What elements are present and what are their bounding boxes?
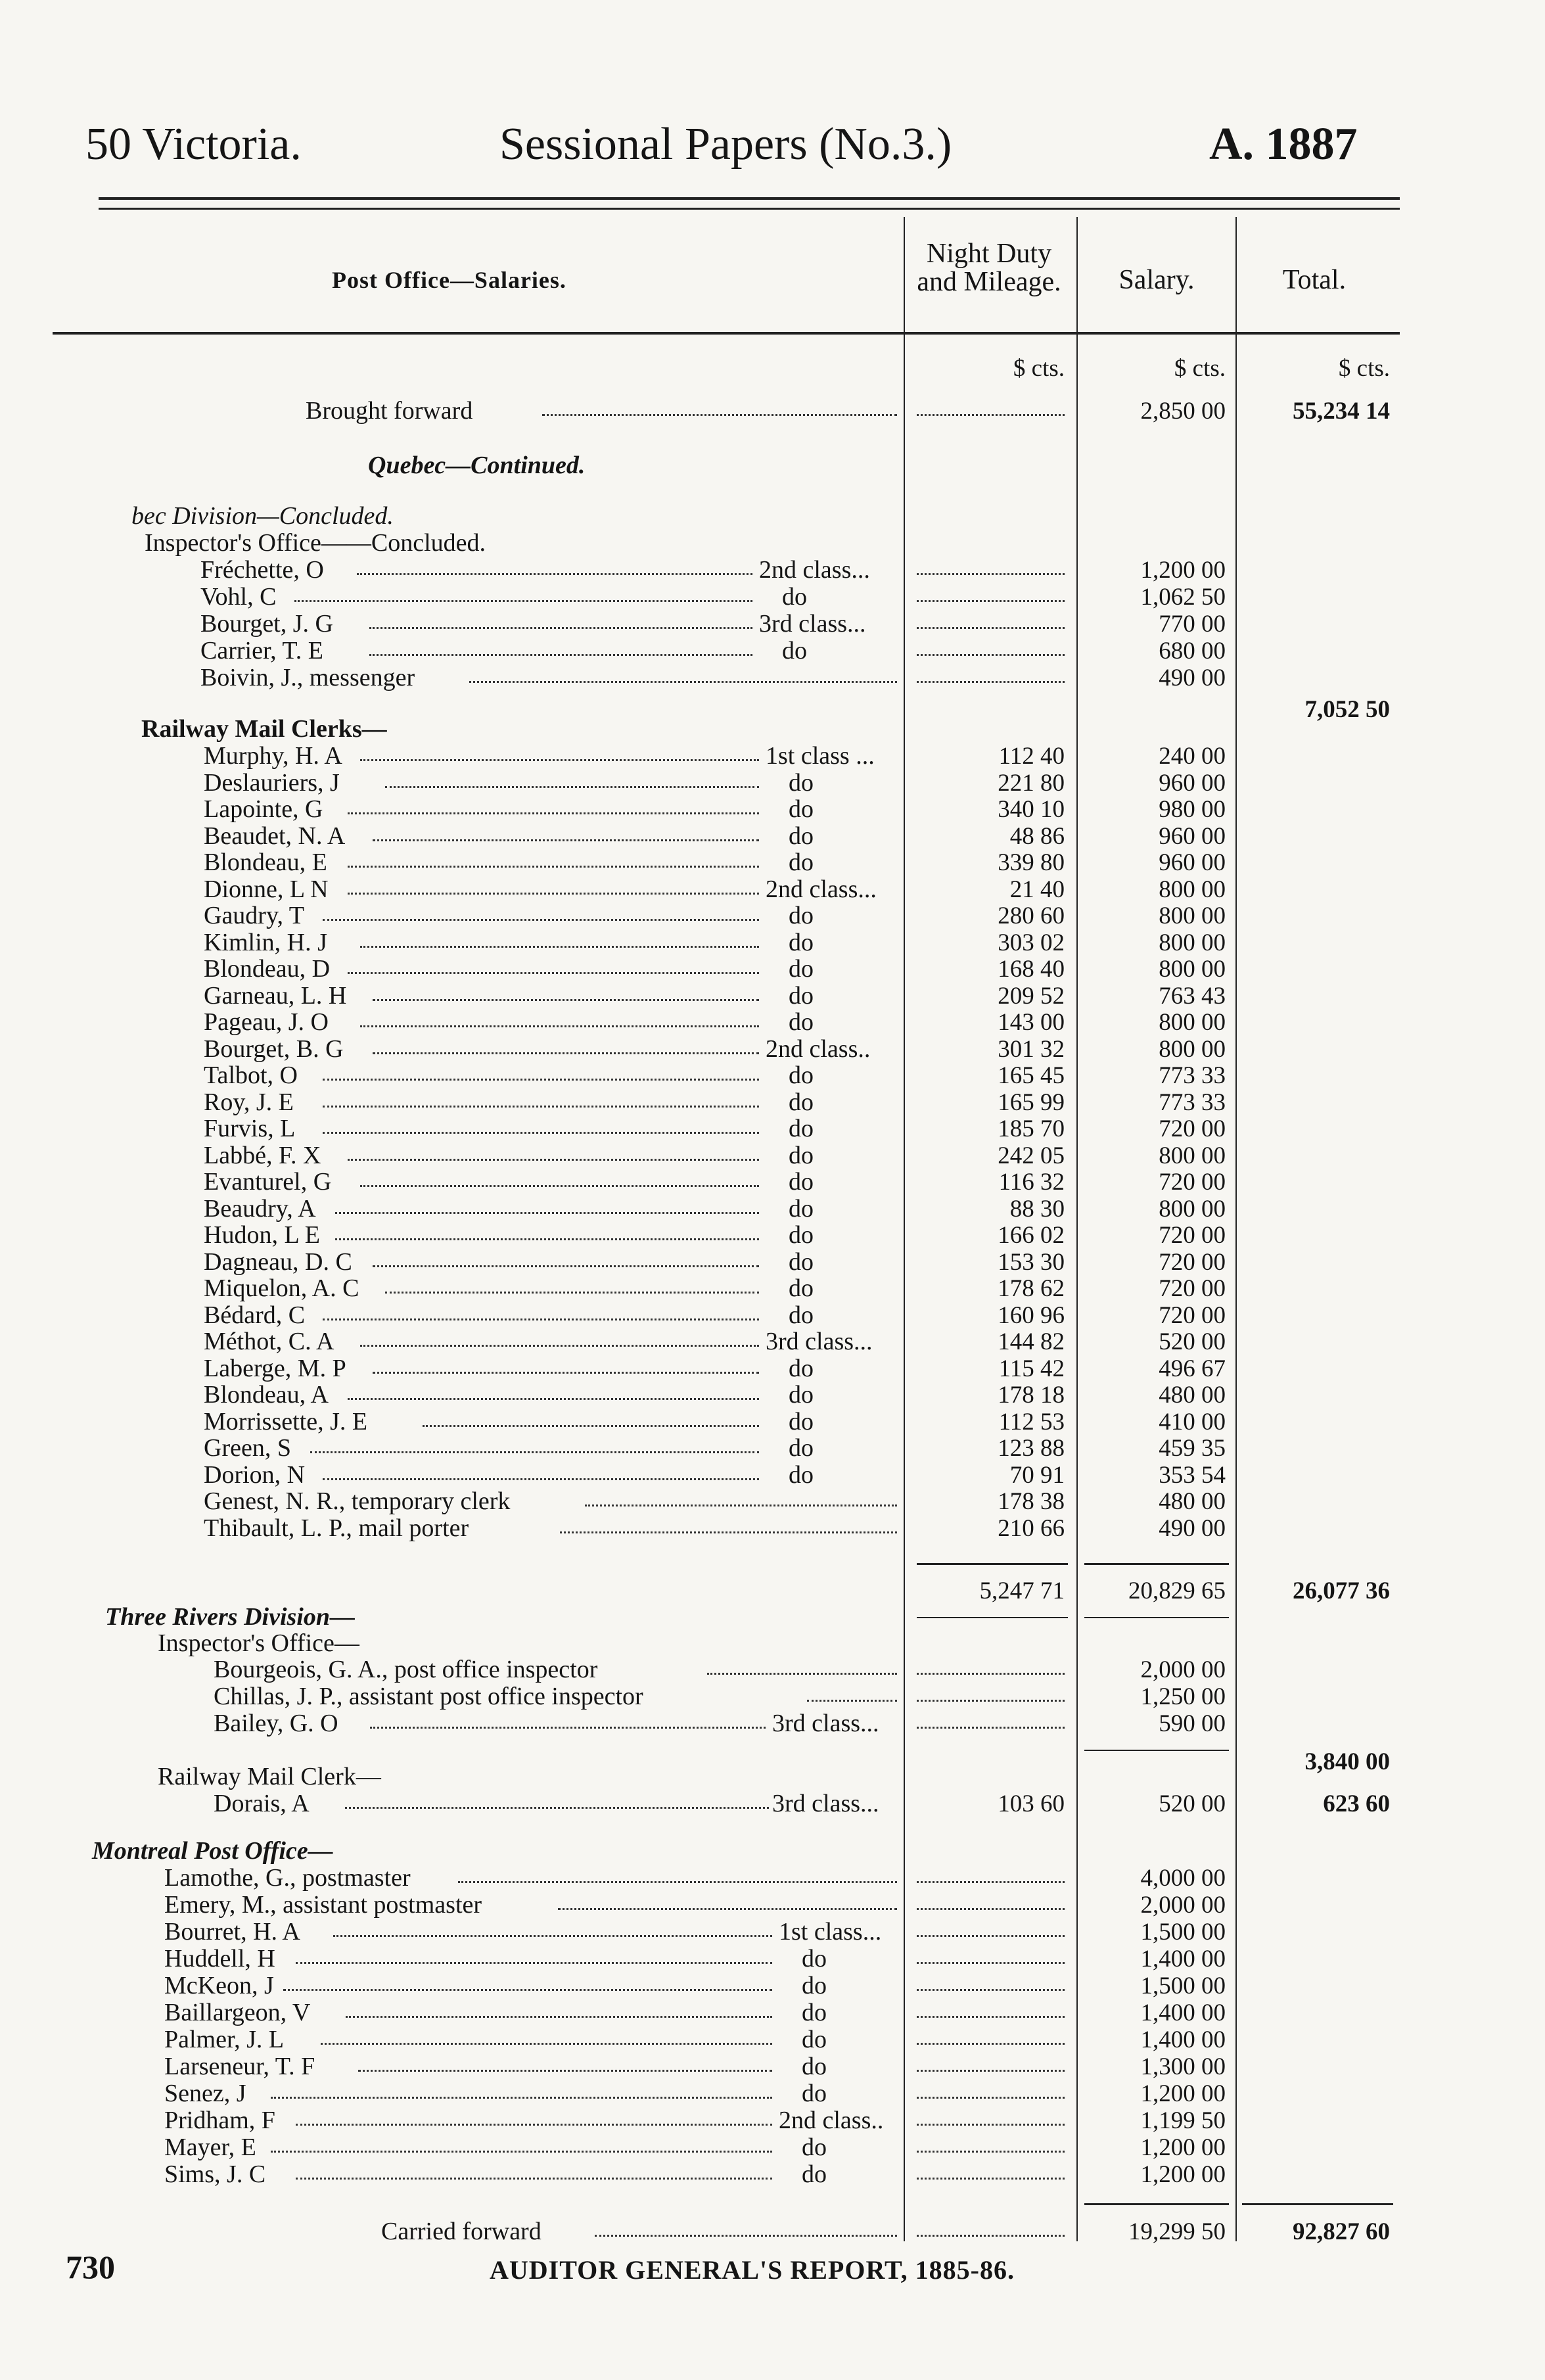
row-name: Bourret, H. A bbox=[164, 1918, 300, 1946]
row-name: Green, S bbox=[204, 1434, 291, 1462]
row-night-duty: 143 00 bbox=[998, 1009, 1065, 1036]
row-salary: 4,000 00 bbox=[1140, 1865, 1226, 1892]
row-name: McKeon, J bbox=[164, 1972, 274, 1999]
row-night-duty: 178 18 bbox=[998, 1382, 1065, 1409]
dorais-class: 3rd class... bbox=[772, 1790, 879, 1817]
row-salary: 720 00 bbox=[1159, 1301, 1226, 1329]
subtotal-rule-salary bbox=[1084, 1563, 1229, 1565]
leader bbox=[283, 1989, 772, 1991]
row-salary: 720 00 bbox=[1159, 1222, 1226, 1249]
row-class: do bbox=[789, 1460, 814, 1489]
railway-clerks-heading: Railway Mail Clerks— bbox=[141, 715, 387, 743]
row-name: Miquelon, A. C bbox=[204, 1274, 359, 1302]
leader bbox=[323, 1132, 759, 1134]
subtotal-rule-night bbox=[917, 1563, 1068, 1565]
row-name: Carrier, T. E bbox=[200, 637, 323, 665]
dorais-name: Dorais, A bbox=[214, 1790, 310, 1817]
row-salary: 1,200 00 bbox=[1140, 2134, 1226, 2161]
row-salary: 800 00 bbox=[1159, 929, 1226, 956]
row-name: Hudon, L E bbox=[204, 1221, 320, 1249]
row-class: 3rd class... bbox=[772, 1710, 879, 1737]
row-class: do bbox=[802, 2080, 827, 2107]
leader bbox=[358, 2070, 772, 2072]
leader bbox=[348, 972, 759, 974]
row-class: 3rd class... bbox=[759, 610, 866, 638]
row-night-duty: 165 45 bbox=[998, 1062, 1065, 1089]
quebec-division-total: 7,052 50 bbox=[1304, 696, 1390, 723]
leader bbox=[917, 1727, 1065, 1729]
row-class: 2nd class.. bbox=[779, 2107, 884, 2134]
row-name: Bédard, C bbox=[204, 1301, 306, 1329]
row-class: do bbox=[802, 1945, 827, 1972]
row-salary: 773 33 bbox=[1159, 1088, 1226, 1116]
row-salary: 1,200 00 bbox=[1140, 2080, 1226, 2107]
row-class: do bbox=[802, 2026, 827, 2053]
leader bbox=[917, 627, 1065, 629]
leader bbox=[385, 786, 759, 788]
leader bbox=[560, 1531, 897, 1533]
leader bbox=[373, 839, 759, 841]
leader bbox=[271, 2151, 772, 2153]
railway-subtotal-night: 5,247 71 bbox=[979, 1577, 1065, 1604]
row-class: do bbox=[789, 1248, 814, 1276]
row-name: Baillargeon, V bbox=[164, 1999, 311, 2026]
leader bbox=[348, 893, 759, 895]
leader bbox=[385, 1292, 759, 1294]
carried-rule-total bbox=[1242, 2203, 1393, 2205]
row-name: Lamothe, G., postmaster bbox=[164, 1864, 411, 1892]
row-salary: 1,062 50 bbox=[1140, 584, 1226, 611]
dorais-salary: 520 00 bbox=[1159, 1790, 1226, 1817]
row-name: Pageau, J. O bbox=[204, 1008, 329, 1036]
row-salary: 496 67 bbox=[1159, 1355, 1226, 1382]
row-salary: 1,250 00 bbox=[1140, 1683, 1226, 1710]
row-name: Mayer, E bbox=[164, 2134, 256, 2161]
railway-subtotal-salary: 20,829 65 bbox=[1128, 1577, 1226, 1604]
row-salary: 680 00 bbox=[1159, 638, 1226, 665]
table-title: Post Office—Salaries. bbox=[332, 267, 566, 293]
row-night-duty: 185 70 bbox=[998, 1115, 1065, 1142]
row-class: do bbox=[789, 981, 814, 1010]
row-salary: 800 00 bbox=[1159, 902, 1226, 929]
leader bbox=[917, 2178, 1065, 2180]
leader bbox=[373, 1052, 759, 1054]
row-name: Kimlin, H. J bbox=[204, 928, 327, 956]
row-class: do bbox=[789, 902, 814, 929]
row-name: Lapointe, G bbox=[204, 795, 323, 823]
leader bbox=[373, 1372, 759, 1374]
row-name: Emery, M., assistant postmaster bbox=[164, 1891, 482, 1919]
row-class: do bbox=[789, 1221, 814, 1249]
row-name: Larseneur, T. F bbox=[164, 2053, 315, 2080]
row-name: Talbot, O bbox=[204, 1062, 298, 1089]
leader bbox=[294, 600, 752, 602]
row-name: Fréchette, O bbox=[200, 556, 324, 584]
leader bbox=[370, 1727, 766, 1729]
row-night-duty: 339 80 bbox=[998, 849, 1065, 876]
leader bbox=[348, 1398, 759, 1400]
carried-forward-salary: 19,299 50 bbox=[1128, 2218, 1226, 2245]
leader bbox=[271, 2097, 772, 2099]
row-name: Huddell, H bbox=[164, 1945, 275, 1972]
row-name: Murphy, H. A bbox=[204, 742, 342, 770]
leader bbox=[348, 812, 759, 814]
table-head-rule bbox=[53, 332, 1400, 335]
leader bbox=[369, 654, 752, 656]
leader bbox=[373, 999, 759, 1001]
row-salary: 980 00 bbox=[1159, 796, 1226, 823]
leader bbox=[917, 1962, 1065, 1964]
row-salary: 800 00 bbox=[1159, 1195, 1226, 1223]
column-rule-2 bbox=[1076, 217, 1078, 2241]
montreal-heading: Montreal Post Office— bbox=[92, 1837, 333, 1865]
leader bbox=[323, 1079, 759, 1081]
leader bbox=[323, 1106, 759, 1108]
carried-forward-label: Carried forward bbox=[381, 2218, 542, 2245]
after-subtotal-rule-salary bbox=[1084, 1617, 1229, 1618]
row-name: Genest, N. R., temporary clerk bbox=[204, 1487, 511, 1515]
row-name: Bourget, J. G bbox=[200, 610, 333, 638]
row-salary: 770 00 bbox=[1159, 611, 1226, 638]
row-salary: 410 00 bbox=[1159, 1408, 1226, 1435]
row-class: do bbox=[789, 795, 814, 823]
row-class: do bbox=[789, 1194, 814, 1223]
leader bbox=[458, 1881, 897, 1883]
row-night-duty: 280 60 bbox=[998, 902, 1065, 929]
row-class: 2nd class... bbox=[759, 556, 870, 584]
leader bbox=[296, 2178, 772, 2180]
leader bbox=[595, 2235, 897, 2237]
row-name: Palmer, J. L bbox=[164, 2026, 285, 2053]
row-name: Chillas, J. P., assistant post office inspector bbox=[214, 1683, 643, 1710]
row-salary: 763 43 bbox=[1159, 982, 1226, 1010]
leader bbox=[360, 1345, 759, 1347]
row-night-duty: 48 86 bbox=[1009, 822, 1065, 850]
row-name: Bourget, B. G bbox=[204, 1035, 344, 1063]
unit-night: $ cts. bbox=[1013, 355, 1065, 382]
row-salary: 490 00 bbox=[1159, 1514, 1226, 1542]
leader bbox=[323, 1478, 759, 1480]
carried-forward-total: 92,827 60 bbox=[1293, 2218, 1390, 2245]
row-class: do bbox=[789, 1434, 814, 1462]
row-class: do bbox=[802, 1999, 827, 2026]
leader bbox=[369, 627, 752, 629]
row-name: Blondeau, D bbox=[204, 955, 331, 983]
row-night-duty: 209 52 bbox=[998, 982, 1065, 1010]
row-salary: 590 00 bbox=[1159, 1710, 1226, 1737]
row-name: Vohl, C bbox=[200, 583, 277, 611]
leader bbox=[345, 1807, 769, 1809]
row-salary: 720 00 bbox=[1159, 1248, 1226, 1276]
header-rule-top bbox=[99, 197, 1400, 200]
leader bbox=[373, 1265, 759, 1267]
row-night-duty: 242 05 bbox=[998, 1142, 1065, 1169]
row-name: Senez, J bbox=[164, 2080, 246, 2107]
column-salary: Salary. bbox=[1118, 265, 1195, 295]
row-night-duty: 112 40 bbox=[998, 743, 1065, 770]
dorais-night: 103 60 bbox=[998, 1790, 1065, 1817]
row-salary: 490 00 bbox=[1159, 665, 1226, 691]
row-salary: 1,400 00 bbox=[1140, 2026, 1226, 2053]
row-class: do bbox=[789, 1301, 814, 1329]
row-salary: 480 00 bbox=[1159, 1382, 1226, 1409]
row-salary: 459 35 bbox=[1159, 1435, 1226, 1462]
leader bbox=[917, 573, 1065, 575]
row-class: do bbox=[789, 849, 814, 876]
leader bbox=[917, 681, 1065, 683]
row-salary: 520 00 bbox=[1159, 1328, 1226, 1355]
page-number: 730 bbox=[66, 2249, 115, 2285]
row-class: do bbox=[802, 1972, 827, 1999]
row-salary: 720 00 bbox=[1159, 1275, 1226, 1302]
row-night-duty: 301 32 bbox=[998, 1035, 1065, 1063]
leader bbox=[335, 1212, 759, 1214]
row-name: Beaudet, N. A bbox=[204, 822, 346, 850]
leader bbox=[917, 1700, 1065, 1702]
row-salary: 480 00 bbox=[1159, 1488, 1226, 1515]
leader bbox=[917, 2124, 1065, 2126]
row-class: do bbox=[789, 1274, 814, 1302]
row-name: Boivin, J., messenger bbox=[200, 664, 415, 691]
leader bbox=[917, 414, 1065, 416]
row-salary: 960 00 bbox=[1159, 849, 1226, 876]
row-salary: 1,500 00 bbox=[1140, 1919, 1226, 1946]
row-name: Beaudry, A bbox=[204, 1194, 316, 1223]
leader bbox=[357, 573, 752, 575]
row-night-duty: 115 42 bbox=[998, 1355, 1065, 1382]
row-night-duty: 178 62 bbox=[998, 1275, 1065, 1302]
leader bbox=[323, 1318, 759, 1320]
row-class: do bbox=[789, 1062, 814, 1089]
brought-forward-label: Brought forward bbox=[306, 397, 473, 425]
leader bbox=[807, 1700, 897, 1702]
leader bbox=[360, 946, 759, 948]
row-name: Roy, J. E bbox=[204, 1088, 294, 1116]
row-salary: 353 54 bbox=[1159, 1461, 1226, 1489]
row-class: do bbox=[789, 955, 814, 983]
row-class: do bbox=[802, 2134, 827, 2161]
row-class: do bbox=[802, 2160, 827, 2188]
row-salary: 800 00 bbox=[1159, 1035, 1226, 1063]
leader bbox=[348, 1159, 759, 1161]
row-class: do bbox=[782, 637, 807, 665]
row-name: Laberge, M. P bbox=[204, 1354, 346, 1382]
quebec-inspector-heading: Inspector's Office——Concluded. bbox=[145, 529, 486, 557]
row-name: Morrissette, J. E bbox=[204, 1407, 368, 1435]
leader bbox=[917, 1673, 1065, 1675]
row-name: Blondeau, E bbox=[204, 849, 327, 876]
carried-rule-salary bbox=[1084, 2203, 1229, 2205]
leader bbox=[917, 600, 1065, 602]
leader bbox=[917, 654, 1065, 656]
row-class: do bbox=[782, 583, 807, 611]
row-name: Furvis, L bbox=[204, 1115, 296, 1142]
leader bbox=[360, 1025, 759, 1027]
leader bbox=[333, 1935, 772, 1937]
column-rule-1 bbox=[904, 217, 905, 2241]
row-class: do bbox=[789, 1088, 814, 1116]
quebec-division-heading: bec Division—Concluded. bbox=[131, 502, 394, 530]
row-name: Garneau, L. H bbox=[204, 981, 347, 1010]
leader bbox=[917, 2016, 1065, 2018]
row-salary: 1,200 00 bbox=[1140, 557, 1226, 584]
row-class: do bbox=[789, 1354, 814, 1382]
row-night-duty: 166 02 bbox=[998, 1222, 1065, 1249]
leader bbox=[917, 2151, 1065, 2153]
row-name: Sims, J. C bbox=[164, 2160, 266, 2188]
row-name: Bourgeois, G. A., post office inspector bbox=[214, 1656, 598, 1683]
three-rivers-inspector-heading: Inspector's Office— bbox=[158, 1629, 359, 1657]
three-rivers-rule bbox=[1084, 1750, 1229, 1751]
brought-forward-salary: 2,850 00 bbox=[1140, 398, 1226, 425]
row-salary: 800 00 bbox=[1159, 1142, 1226, 1169]
row-name: Dorion, N bbox=[204, 1460, 306, 1489]
row-night-duty: 116 32 bbox=[998, 1169, 1065, 1196]
row-name: Gaudry, T bbox=[204, 902, 305, 929]
row-class: do bbox=[789, 768, 814, 797]
row-class: do bbox=[789, 1141, 814, 1169]
row-class: do bbox=[789, 822, 814, 850]
leader bbox=[296, 2124, 772, 2126]
row-night-duty: 221 80 bbox=[998, 769, 1065, 797]
row-salary: 800 00 bbox=[1159, 1009, 1226, 1036]
row-salary: 720 00 bbox=[1159, 1169, 1226, 1196]
leader bbox=[310, 1451, 759, 1453]
three-rivers-rail-heading: Railway Mail Clerk— bbox=[158, 1763, 381, 1790]
row-night-duty: 112 53 bbox=[998, 1408, 1065, 1435]
header-left: 50 Victoria. bbox=[85, 119, 302, 170]
three-rivers-heading: Three Rivers Division— bbox=[105, 1603, 355, 1631]
row-class: do bbox=[789, 1168, 814, 1196]
row-class: 3rd class... bbox=[766, 1328, 873, 1355]
column-total: Total. bbox=[1282, 265, 1347, 295]
row-class: 1st class... bbox=[779, 1918, 882, 1946]
row-class: do bbox=[789, 1407, 814, 1435]
row-salary: 800 00 bbox=[1159, 956, 1226, 983]
leader bbox=[558, 1908, 897, 1910]
leader bbox=[917, 1908, 1065, 1910]
brought-forward-total: 55,234 14 bbox=[1293, 398, 1390, 425]
row-salary: 2,000 00 bbox=[1140, 1892, 1226, 1919]
row-night-duty: 303 02 bbox=[998, 929, 1065, 956]
railway-total: 26,077 36 bbox=[1293, 1577, 1390, 1604]
leader bbox=[917, 2097, 1065, 2099]
row-name: Evanturel, G bbox=[204, 1168, 332, 1196]
row-salary: 240 00 bbox=[1159, 743, 1226, 770]
header-center: Sessional Papers (No.3.) bbox=[499, 119, 952, 170]
row-name: Pridham, F bbox=[164, 2107, 275, 2134]
leader bbox=[321, 2043, 772, 2045]
row-night-duty: 123 88 bbox=[998, 1435, 1065, 1462]
row-salary: 1,300 00 bbox=[1140, 2053, 1226, 2080]
after-subtotal-rule-night bbox=[917, 1617, 1068, 1618]
leader bbox=[707, 1673, 897, 1675]
unit-salary: $ cts. bbox=[1174, 355, 1226, 382]
row-class: 2nd class.. bbox=[766, 1035, 871, 1063]
row-class: 2nd class... bbox=[766, 875, 877, 903]
column-night-duty: Night Duty and Mileage. bbox=[917, 239, 1061, 297]
report-title: AUDITOR GENERAL'S REPORT, 1885-86. bbox=[490, 2255, 1015, 2285]
three-rivers-total: 3,840 00 bbox=[1304, 1748, 1390, 1775]
row-salary: 1,400 00 bbox=[1140, 1946, 1226, 1972]
row-name: Méthot, C. A bbox=[204, 1328, 334, 1355]
leader bbox=[346, 2016, 772, 2018]
leader bbox=[542, 414, 897, 416]
leader bbox=[323, 919, 759, 921]
row-name: Deslauriers, J bbox=[204, 768, 340, 797]
row-night-duty: 168 40 bbox=[998, 956, 1065, 983]
row-night-duty: 165 99 bbox=[998, 1088, 1065, 1116]
leader bbox=[360, 759, 759, 761]
leader bbox=[917, 2070, 1065, 2072]
row-salary: 1,199 50 bbox=[1140, 2107, 1226, 2134]
leader bbox=[917, 2043, 1065, 2045]
row-salary: 720 00 bbox=[1159, 1115, 1226, 1142]
row-salary: 960 00 bbox=[1159, 769, 1226, 797]
leader bbox=[917, 2235, 1065, 2237]
row-class: do bbox=[789, 1008, 814, 1036]
row-class: do bbox=[789, 1381, 814, 1409]
leader bbox=[917, 1881, 1065, 1883]
row-name: Labbé, F. X bbox=[204, 1141, 321, 1169]
row-class: 1st class ... bbox=[766, 742, 875, 770]
row-class: do bbox=[802, 2053, 827, 2080]
row-night-duty: 178 38 bbox=[998, 1488, 1065, 1515]
row-night-duty: 88 30 bbox=[1009, 1195, 1065, 1223]
dorais-total: 623 60 bbox=[1323, 1790, 1390, 1817]
row-salary: 1,400 00 bbox=[1140, 1999, 1226, 2026]
row-name: Dionne, L N bbox=[204, 875, 329, 903]
row-salary: 2,000 00 bbox=[1140, 1656, 1226, 1683]
row-night-duty: 70 91 bbox=[1009, 1461, 1065, 1489]
leader bbox=[360, 1185, 759, 1187]
header-rule-bottom bbox=[99, 208, 1400, 210]
header-right: A. 1887 bbox=[1209, 119, 1358, 170]
row-name: Blondeau, A bbox=[204, 1381, 329, 1409]
leader bbox=[585, 1505, 897, 1506]
row-name: Bailey, G. O bbox=[214, 1710, 338, 1737]
row-salary: 960 00 bbox=[1159, 822, 1226, 850]
leader bbox=[917, 1989, 1065, 1991]
row-class: do bbox=[789, 1115, 814, 1142]
unit-total: $ cts. bbox=[1338, 355, 1390, 382]
row-salary: 1,500 00 bbox=[1140, 1972, 1226, 1999]
column-rule-3 bbox=[1235, 217, 1237, 2241]
row-night-duty: 160 96 bbox=[998, 1301, 1065, 1329]
row-name: Dagneau, D. C bbox=[204, 1248, 352, 1276]
leader bbox=[335, 1238, 759, 1240]
leader bbox=[423, 1425, 759, 1427]
row-night-duty: 144 82 bbox=[998, 1328, 1065, 1355]
leader bbox=[296, 1962, 772, 1964]
section-quebec: Quebec—Continued. bbox=[368, 452, 586, 479]
leader bbox=[917, 1935, 1065, 1937]
row-class: do bbox=[789, 928, 814, 956]
row-name: Thibault, L. P., mail porter bbox=[204, 1514, 469, 1542]
row-night-duty: 153 30 bbox=[998, 1248, 1065, 1276]
row-salary: 773 33 bbox=[1159, 1062, 1226, 1089]
row-salary: 800 00 bbox=[1159, 875, 1226, 903]
row-night-duty: 210 66 bbox=[998, 1514, 1065, 1542]
row-night-duty: 21 40 bbox=[1009, 875, 1065, 903]
leader bbox=[348, 866, 759, 868]
row-night-duty: 340 10 bbox=[998, 796, 1065, 823]
row-salary: 1,200 00 bbox=[1140, 2161, 1226, 2188]
leader bbox=[469, 681, 897, 683]
